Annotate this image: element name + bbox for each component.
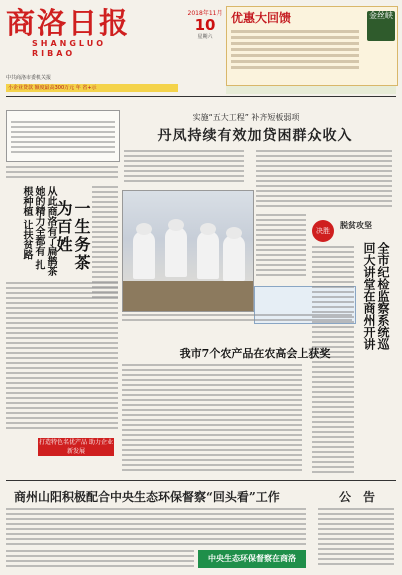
worker-cap [168, 219, 184, 231]
side-vertical-title[interactable]: 全市纪检监察系统巡回大讲堂在商州开讲 [362, 242, 390, 350]
date-day: 10 [194, 16, 216, 34]
work-table [123, 281, 253, 311]
lead-body-col-1 [124, 150, 244, 186]
feature-intro [6, 166, 118, 184]
notice-title: 公 告 [338, 490, 375, 504]
worker-figure [133, 231, 155, 279]
masthead-title: 商洛日报 [6, 6, 131, 40]
header-bar: 中共商洛市委机关报 [6, 75, 52, 81]
notice-text [11, 121, 115, 159]
feature-body [6, 282, 118, 432]
ad-text-block [227, 27, 363, 72]
mid-story-body [122, 364, 302, 476]
ad-box[interactable] [226, 6, 398, 86]
eco-inspection-banner[interactable]: 中央生态环保督察在商洛 [198, 550, 306, 568]
lead-kicker: 实施“五大工程” 补齐短板弱项 [192, 113, 300, 122]
date-weekday: 星期六 [197, 34, 213, 40]
feature-subtitle: 从此商洛有了扁鹊茶 她的精力全都有 扎根种植 让扶贫路 [21, 186, 56, 276]
worker-figure [223, 235, 245, 281]
tea-workers-photo[interactable] [122, 190, 254, 312]
worker-cap [200, 223, 216, 235]
header-rule [6, 96, 396, 97]
bottom-rule [6, 480, 396, 481]
bottom-story-title[interactable]: 商州山阳积极配合中央生态环保督察“回头看”工作 [14, 490, 280, 504]
ad-title: 优惠大回馈 [231, 11, 292, 25]
mid-story-title[interactable]: 我市7个农产品在农高会上获奖 [179, 347, 331, 360]
side-body [312, 246, 354, 476]
feature-title[interactable]: 一生务茶为百姓 [54, 200, 91, 272]
bottom-story-body [6, 508, 306, 548]
loan-strip[interactable]: 小企业贷款 额度最高300万元 年 省+示 [6, 84, 178, 92]
notice-body [318, 508, 394, 570]
bottom-story-body-2 [6, 550, 194, 570]
masthead-pinyin: SHANGLUO RIBAO [32, 39, 107, 58]
campaign-badge: 决胜 [312, 220, 334, 242]
promo-box[interactable]: 打造特色名优产品 助力企业新发展 [39, 439, 113, 455]
lead-body-col-2 [256, 150, 392, 212]
date-box [186, 8, 224, 78]
notice-box [6, 110, 120, 162]
worker-cap [226, 227, 242, 239]
date-year-month: 2018年11月 [187, 10, 223, 17]
ad-badge: 金丝峡 [367, 11, 395, 41]
worker-figure [165, 227, 187, 277]
ad-footer-strip [226, 86, 396, 94]
campaign-label: 脱贫攻坚 [340, 221, 372, 230]
worker-cap [136, 223, 152, 235]
lead-title[interactable]: 丹凤持续有效加贷困群众收入 [157, 128, 353, 144]
worker-figure [197, 231, 219, 279]
lead-body-col-3 [256, 214, 306, 282]
